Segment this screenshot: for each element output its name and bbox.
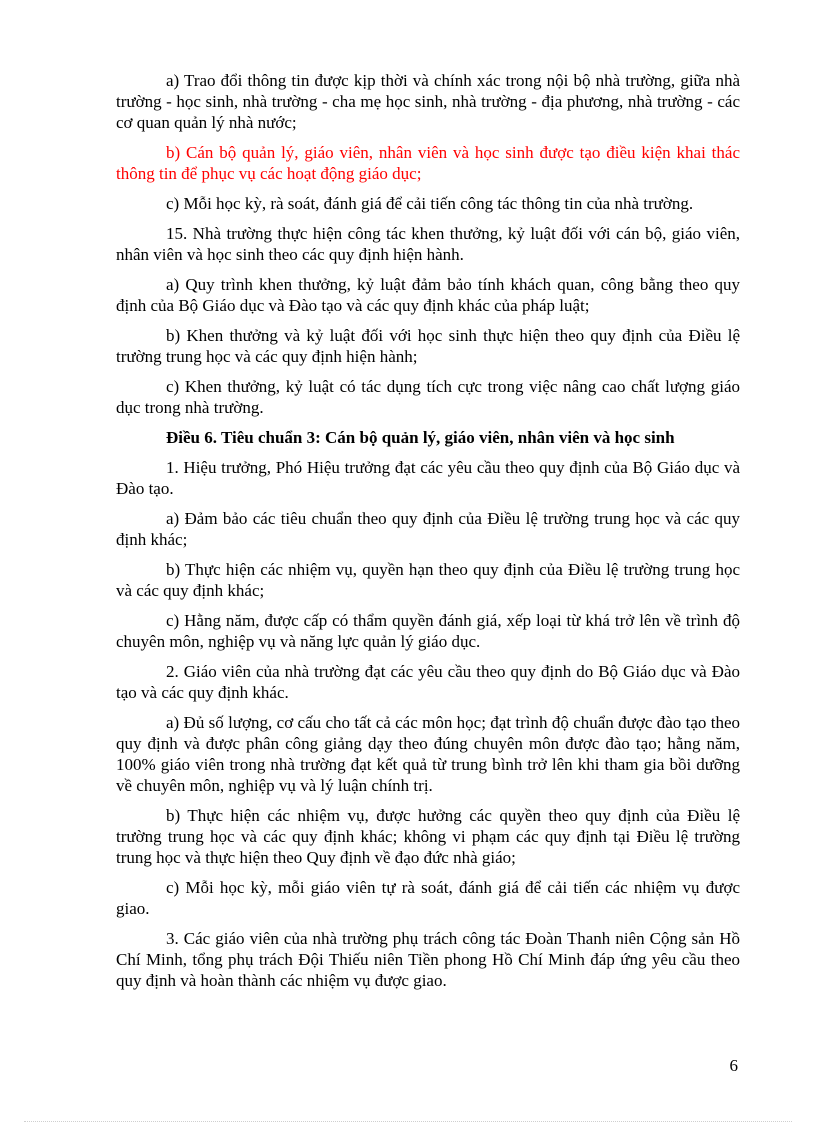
- paragraph-15: 15. Nhà trường thực hiện công tác khen thưởng, kỷ luật đối với cán bộ, giáo viên, nhân viên và học sinh theo các quy định hiện hành.: [116, 224, 740, 264]
- paragraph-15c: c) Khen thưởng, kỷ luật có tác dụng tích cực trong việc nâng cao chất lượng giáo dục trong nhà trường.: [116, 377, 740, 417]
- paragraph-1b: b) Thực hiện các nhiệm vụ, quyền hạn theo quy định của Điều lệ trường trung học và các quy định khác;: [116, 560, 740, 600]
- page-bottom-divider: [24, 1121, 792, 1122]
- paragraph-2: 2. Giáo viên của nhà trường đạt các yêu cầu theo quy định do Bộ Giáo dục và Đào tạo và các quy định khác.: [116, 662, 740, 702]
- paragraph-15b: b) Khen thưởng và kỷ luật đối với học sinh thực hiện theo quy định của Điều lệ trường trung học và các quy định hiện hành;: [116, 326, 740, 366]
- paragraph-14b-highlighted: b) Cán bộ quản lý, giáo viên, nhân viên và học sinh được tạo điều kiện khai thác thông tin để phục vụ các hoạt động giáo dục;: [116, 143, 740, 183]
- paragraph-3: 3. Các giáo viên của nhà trường phụ trách công tác Đoàn Thanh niên Cộng sản Hồ Chí Minh, tổng phụ trách Đội Thiếu niên Tiền phong Hồ Chí Minh đáp ứng yêu cầu theo quy định và hoàn thành các nhiệm vụ được giao.: [116, 929, 740, 990]
- paragraph-14c: c) Mỗi học kỳ, rà soát, đánh giá để cải tiến công tác thông tin của nhà trường.: [166, 194, 694, 213]
- paragraph-1a: a) Đảm bảo các tiêu chuẩn theo quy định của Điều lệ trường trung học và các quy định khác;: [116, 509, 740, 549]
- section-heading-article-6: Điều 6. Tiêu chuẩn 3: Cán bộ quản lý, giáo viên, nhân viên và học sinh: [166, 428, 675, 447]
- document-page: [116, 70, 740, 1000]
- paragraph-2c: c) Mỗi học kỳ, mỗi giáo viên tự rà soát, đánh giá để cải tiến các nhiệm vụ được giao.: [116, 878, 740, 918]
- page-number: 6: [729, 1056, 738, 1075]
- paragraph-1: 1. Hiệu trưởng, Phó Hiệu trưởng đạt các yêu cầu theo quy định của Bộ Giáo dục và Đào tạo.: [116, 458, 740, 498]
- paragraph-14a: a) Trao đổi thông tin được kịp thời và chính xác trong nội bộ nhà trường, giữa nhà trường - học sinh, nhà trường - cha mẹ học sinh, nhà trường - địa phương, nhà trường - các cơ quan quản lý nhà nước;: [116, 71, 740, 132]
- paragraph-2a: a) Đủ số lượng, cơ cấu cho tất cả các môn học; đạt trình độ chuẩn được đào tạo theo quy định và được phân công giảng dạy theo đúng chuyên môn được đào tạo; hằng năm, 100% giáo viên trong nhà trường đạt kết quả từ trung bình trở lên khi tham gia bồi dưỡng về chuyên môn, nghiệp vụ và lý luận chính trị.: [116, 713, 740, 795]
- paragraph-15a: a) Quy trình khen thưởng, kỷ luật đảm bảo tính khách quan, công bằng theo quy định của Bộ Giáo dục và Đào tạo và các quy định khác của pháp luật;: [116, 275, 740, 315]
- paragraph-1c: c) Hằng năm, được cấp có thẩm quyền đánh giá, xếp loại từ khá trở lên về trình độ chuyên môn, nghiệp vụ và năng lực quản lý giáo dục.: [116, 611, 740, 651]
- paragraph-2b: b) Thực hiện các nhiệm vụ, được hưởng các quyền theo quy định của Điều lệ trường trung học và các quy định khác; không vi phạm các quy định tại Điều lệ trường trung học và thực hiện theo Quy định về đạo đức nhà giáo;: [116, 806, 740, 867]
